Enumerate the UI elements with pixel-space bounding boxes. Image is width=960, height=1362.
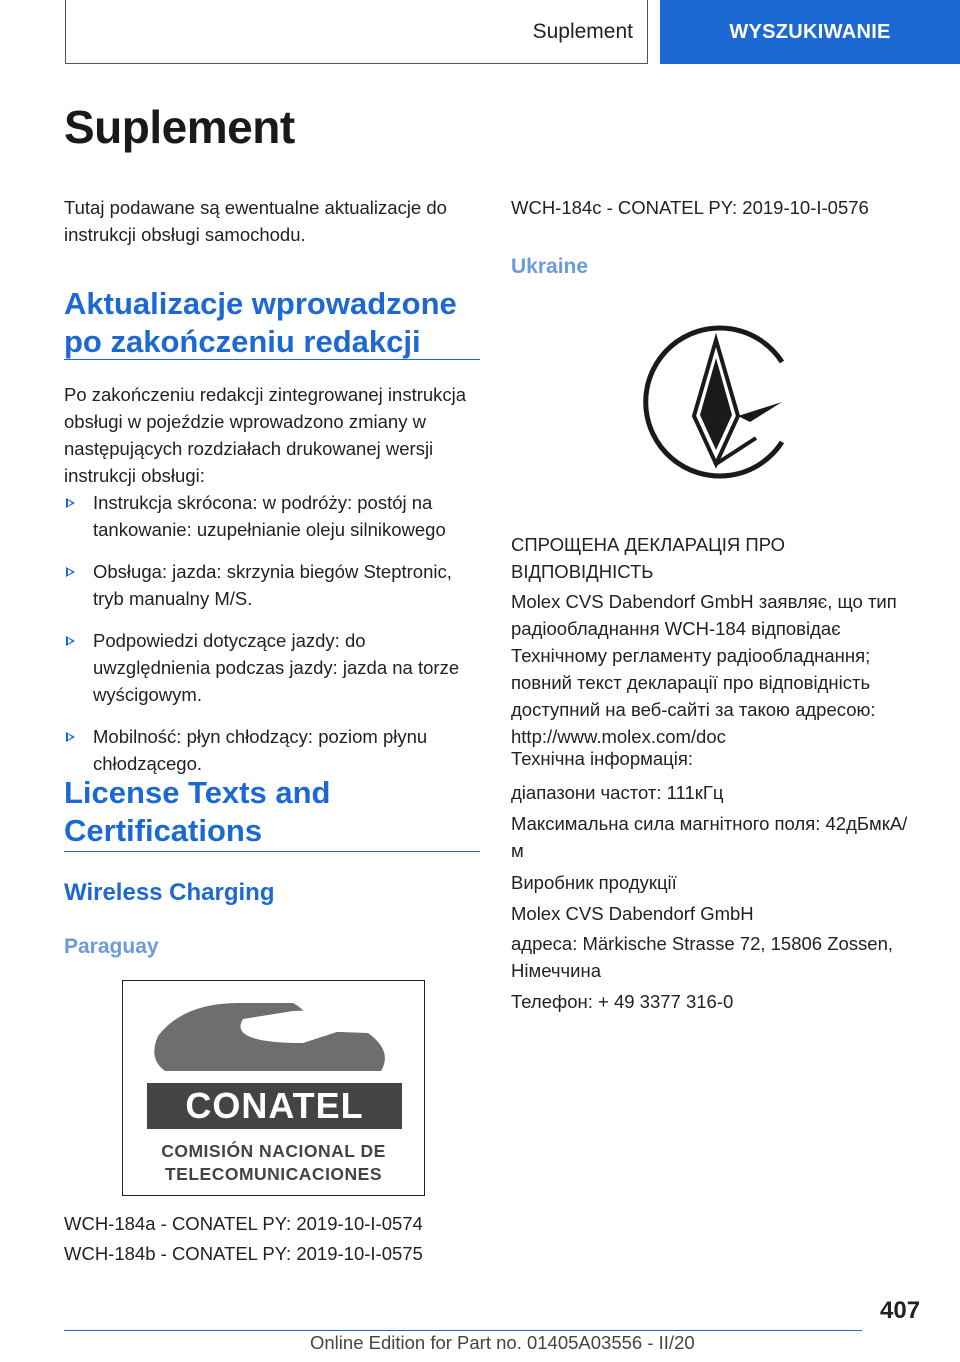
list-item-text: Instrukcja skrócona: w podróży: postój na tankowanie: uzupełnianie oleju silnikowego: [93, 492, 446, 540]
license-heading-line2: Certifications: [64, 813, 263, 848]
search-tab-label: WYSZUKIWANIE: [729, 20, 891, 43]
list-item: [64, 723, 480, 777]
ukrsepro-mark-icon: [632, 318, 800, 486]
footer-edition: Online Edition for Part no. 01405A03556 - II/20: [310, 1332, 695, 1353]
triangle-bullet-icon: [66, 636, 75, 646]
tab-suplement[interactable]: [65, 0, 648, 64]
triangle-bullet-icon: [66, 498, 75, 508]
list-item-text: Mobilność: płyn chłodzący: poziom płynu chłodzącego.: [93, 726, 428, 774]
paraguay-heading: Paraguay: [64, 935, 159, 958]
page-title: Suplement: [64, 101, 295, 153]
triangle-bullet-icon: [66, 567, 75, 577]
ukraine-heading: Ukraine: [511, 255, 589, 278]
license-heading-line1: License Texts and: [64, 775, 331, 810]
list-item: [64, 558, 480, 612]
updates-list: [64, 489, 480, 792]
ukraine-manufacturer-name: Molex CVS Dabendorf GmbH: [511, 903, 754, 924]
intro-paragraph: Tutaj podawane są ewentualne aktualizacje do instrukcji obsługi samochodu.: [64, 197, 447, 245]
list-item: [64, 489, 480, 543]
updates-paragraph: Po zakończeniu redakcji zintegrowanej instrukcja obsługi w pojeździe wprowadzono zmiany w następujących rozdziałach drukowanej wersji instrukcji obsługi:: [64, 384, 467, 486]
paraguay-entry: WCH-184a - CONATEL PY: 2019-10-I-0574: [64, 1213, 423, 1234]
page-number: 407: [880, 1297, 921, 1324]
ukraine-declaration-title: СПРОЩЕНА ДЕКЛАРАЦІЯ ПРО ВІДПОВІДНІСТЬ: [511, 534, 786, 582]
tab-suplement-label: Suplement: [532, 19, 633, 43]
updates-heading-line2: po zakończeniu redakcji: [64, 324, 421, 359]
footer-rule: [64, 1330, 862, 1331]
triangle-bullet-icon: [66, 732, 75, 742]
conatel-logo: [122, 980, 425, 1196]
search-tab[interactable]: [660, 0, 960, 64]
ukraine-phone: Телефон: + 49 3377 316-0: [511, 991, 734, 1012]
paraguay-entry: WCH-184c - CONATEL PY: 2019-10-I-0576: [511, 197, 869, 218]
license-heading: [64, 774, 480, 850]
ukraine-manufacturer-label: Виробник продукції: [511, 872, 677, 893]
ukraine-frequency: діапазони частот: 111кГц: [511, 782, 724, 803]
ukraine-address: адреса: Märkische Strasse 72, 15806 Zossen, Німеччина: [511, 933, 894, 981]
wireless-charging-heading: Wireless Charging: [64, 879, 275, 906]
conatel-subtitle-line1: COMISIÓN NACIONAL DE: [161, 1141, 386, 1161]
paraguay-entry: WCH-184b - CONATEL PY: 2019-10-I-0575: [64, 1243, 423, 1264]
ukraine-tech-info-label: Технічна інформація:: [511, 748, 694, 769]
list-item-text: Obsługa: jazda: skrzynia biegów Steptronic, tryb manualny M/S.: [93, 561, 452, 609]
list-item: [64, 627, 480, 708]
updates-heading-rule: [64, 359, 480, 360]
ukraine-field-strength: Максимальна сила магнітного поля: 42дБмкА/м: [511, 813, 908, 861]
license-heading-rule: [64, 851, 480, 852]
ukraine-declaration-text: Molex CVS Dabendorf GmbH заявляє, що тип радіообладнання WCH-184 відповідає Технічному регламенту радіообладнання; повний текст декларації про відповідність доступний на веб-сайті за такою адресою: http://www.molex.com/doc: [511, 591, 897, 747]
updates-heading: [64, 285, 480, 361]
conatel-subtitle-line2: TELECOMUNICACIONES: [164, 1164, 383, 1184]
updates-heading-line1: Aktualizacje wprowadzone: [64, 286, 457, 321]
conatel-wordmark: CONATEL: [147, 1083, 402, 1129]
list-item-text: Podpowiedzi dotyczące jazdy: do uwzględnienia podczas jazdy: jazda na torze wyścigowym.: [93, 630, 460, 705]
